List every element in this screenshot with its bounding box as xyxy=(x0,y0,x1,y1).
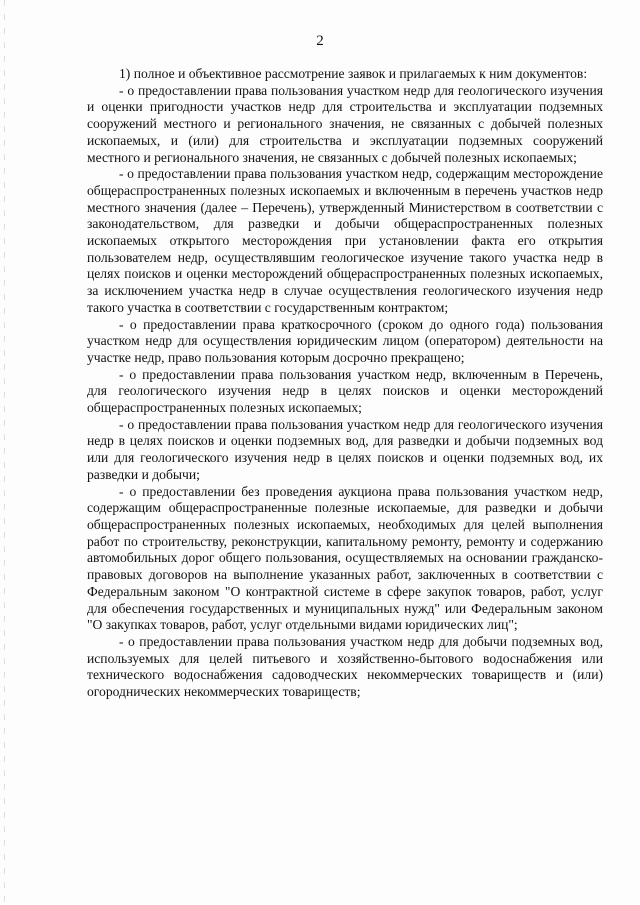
paragraph-item: - о предоставлении права пользования участком недр для геологического изучения недр в целях поисков и оценки подземных вод, для разведки и добычи подземных вод или для геологического изучения недр в целях поисков и оценки подземных вод, их разведки и добычи; xyxy=(87,416,603,482)
paragraph-item: - о предоставлении права пользования участком недр, включенным в Перечень, для геологического изучения недр в целях поисков и оценки месторождений общераспространенных полезных ископаемых; xyxy=(87,366,603,416)
paragraph-item: - о предоставлении без проведения аукциона права пользования участком недр, содержащим общераспространенные полезные ископаемые, для разведки и добычи общераспространенных полезных ископаемых, необходимых для целей выполнения работ по строительству, реконструкции, капитальному ремонту, ремонту и содержанию автомобильных дорог общего пользования, осуществляемых на основании гражданско-правовых договоров на выполнение указанных работ, заключенных в соответствии с Федеральным законом "О контрактной системе в сфере закупок товаров, работ, услуг для обеспечения государственных и муниципальных нужд" или Федеральным законом "О закупках товаров, работ, услуг отдельными видами юридических лиц"; xyxy=(87,483,603,633)
page-number: 2 xyxy=(316,33,324,49)
document-body xyxy=(87,66,603,701)
paragraph-intro: 1) полное и объективное рассмотрение заявок и прилагаемых к ним документов: xyxy=(119,66,588,81)
paragraph-item: - о предоставлении права пользования участком недр для добычи подземных вод, используемых для целей питьевого и хозяйственно-бытового водоснабжения или технического водоснабжения садоводческих некоммерческих товариществ и (или) огороднических некоммерческих товариществ; xyxy=(87,633,603,700)
paragraph-item: - о предоставлении права пользования участком недр для геологического изучения и оценки пригодности участков недр для строительства и эксплуатации подземных сооружений местного и регионального значения, не связанных с добычей полезных ископаемых, и (или) для строительства и эксплуатации подземных сооружений местного и регионального значения, не связанных с добычей полезных ископаемых; xyxy=(87,82,603,165)
paragraph-item: - о предоставлении права пользования участком недр, содержащим месторождение общераспространенных полезных ископаемых и включенным в перечень участков недр местного значения (далее – Перечень), утвержденный Министерством в соответствии с законодательством, для разведки и добычи общераспространенных полезных ископаемых открытого месторождения при установлении факта его открытия пользователем недр, осуществлявшим геологическое изучение такого участка недр в целях поисков и оценки месторождений общераспространенных полезных ископаемых, за исключением участка недр в случае осуществления геологического изучения недр такого участка в соответствии с государственным контрактом; xyxy=(87,166,603,315)
scan-edge-artifact xyxy=(4,0,5,905)
paragraph-item: - о предоставлении права краткосрочного (сроком до одного года) пользования участком недр для осуществления юридическим лицом (оператором) деятельности на участке недр, право пользования которым досрочно прекращено; xyxy=(87,316,603,365)
